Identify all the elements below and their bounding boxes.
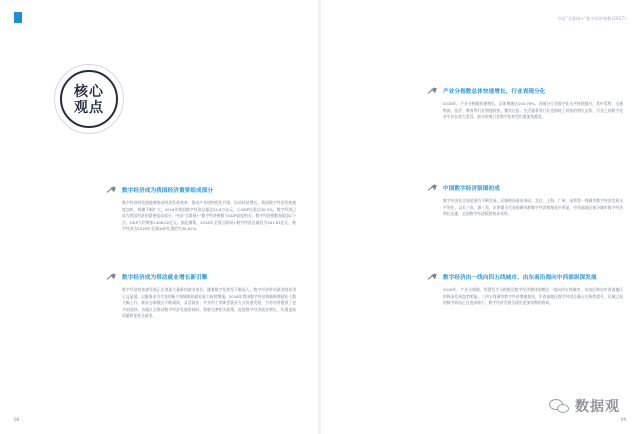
right-section-1 xyxy=(427,86,623,121)
right-page xyxy=(321,0,640,434)
left-section-2 xyxy=(106,272,296,320)
section-title: 数字经济成为我国经济重要组成部分 xyxy=(122,188,214,194)
section-header xyxy=(106,185,296,195)
section-header xyxy=(106,272,296,282)
badge-line-2: 观点 xyxy=(74,100,104,116)
arrow-icon xyxy=(427,272,437,282)
section-body: 数字经济的发展能够推动经济发展效率、推动产业结构优化升级、拉动经济增长。我国数字经济发展速度加快、规模不断扩大，2016年我国数字经济总量达22.6万亿元，占GDP比重达30.3%。数字经济已成为我国经济的重要组成部分，中国“互联网+”数字经济指数与GDP高度相关，数字经济指数每提高1个点，GDP大约增加1406.02亿元。据此测算，2016年全国互联网+数字经济总量约为161.05亿元，数字经济占2016年全国GDP比重约为30.61%。 xyxy=(122,200,296,232)
arrow-icon xyxy=(106,272,116,282)
section-body: 2016年，产业分指数、智慧民生分指数及数字经济整体规模在一线向四五线城市、东南沿海向中西部地区的纵深发展趋势明显。三四五线城市数字经济增速加快，中西部地区数字经济总量占比持续提升，区域之间的数字鸿沟正在逐步缩小，数字经济发展呈现出更加均衡的格局。 xyxy=(443,287,623,306)
arrow-icon xyxy=(106,185,116,195)
running-head: 中国“互联网+”数字经济指数(2017) xyxy=(557,16,626,21)
section-header xyxy=(427,183,623,193)
wechat-watermark xyxy=(549,396,620,416)
key-points-badge xyxy=(60,70,118,128)
section-body: 数字经济的快速发展正在创造大量新的就业岗位，随着数字化转型不断深入，数字经济带动就业的作用日益显现。以服务业为代表的新兴领域吸纳就业能力持续增强，2016年我国数字经济领域新增就业人数大幅上升。新业态新模式不断涌现，灵活就业、共享用工等新型就业方式快速发展，为劳动者提供了更多的选择。各地区在推动数字经济发展的同时，积极完善相关政策，促进数字经济就业增长，实现更高质量和更充分就业。 xyxy=(122,287,296,319)
corner-accent-mark xyxy=(14,12,22,23)
arrow-icon xyxy=(427,86,437,96)
section-body: 2016年，产业分指数快速增长，总体增速达150.78%。各细分行业数字化水平持续提升，其中零售、交通物流、医疗、教育等行业增速较快，餐饮住宿、生活服务等行业也保持了较快的增长态势，行业之间数字化水平存在较大差异，部分传统行业数字化转型仍需加快推进。 xyxy=(443,101,623,120)
badge-line-1: 核心 xyxy=(74,84,104,100)
section-title: 数字经济由一线向四五线城市、由东南沿海向中西部纵深发展 xyxy=(443,275,597,281)
wechat-icon xyxy=(549,397,571,415)
arrow-icon xyxy=(427,183,437,193)
left-page xyxy=(0,0,319,434)
right-section-3 xyxy=(427,272,623,307)
page-number-left: 08 xyxy=(14,417,20,422)
section-title: 中国数字经济版图初成 xyxy=(443,186,500,192)
section-header xyxy=(427,272,623,282)
section-header xyxy=(427,86,623,96)
watermark-text: 数据观 xyxy=(575,399,620,415)
section-title: 产业分指数总体快速增长，行业表现分化 xyxy=(443,89,546,95)
badge-text xyxy=(62,84,116,116)
page-number-right: 09 xyxy=(620,417,626,422)
left-section-1 xyxy=(106,185,296,233)
section-title: 数字经济成为带动就业增长新引擎 xyxy=(122,275,208,281)
right-section-2 xyxy=(427,183,623,218)
section-body: 数字经济在全国范围内不断发展，区域格局逐步形成。北京、上海、广州、深圳等一线城市数字经济发展水平领先，以长三角、珠三角、京津冀为代表的城市群数字经济集聚效应明显，中西部地区部分城市数字经济增长迅速，全国数字经济版图初步成形。 xyxy=(443,198,623,217)
